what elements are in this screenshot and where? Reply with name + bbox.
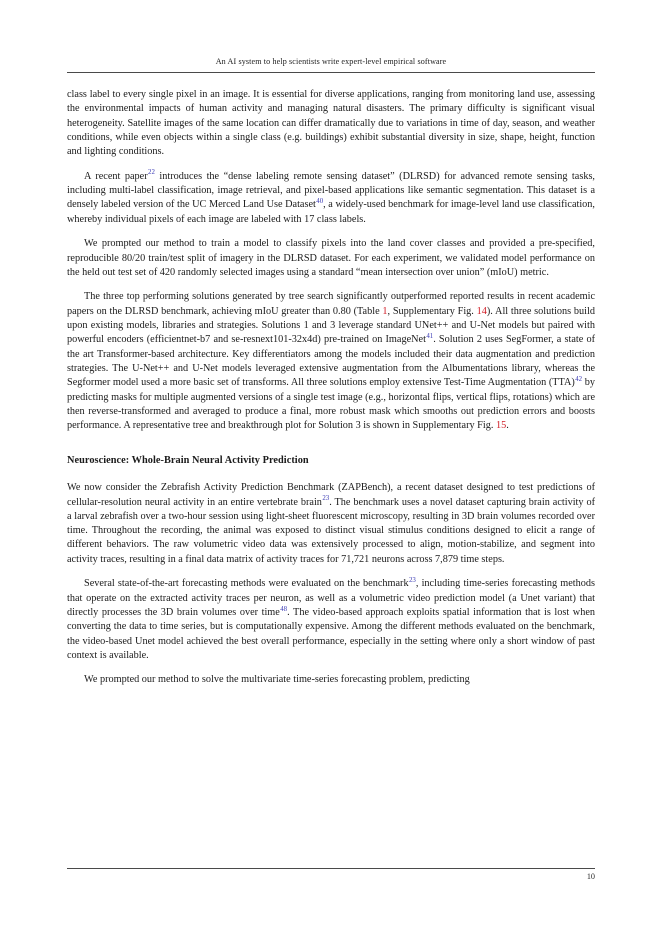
header-rule [67, 72, 595, 73]
text-segment: A recent paper [84, 170, 148, 182]
citation-ref-48[interactable]: 48 [280, 605, 288, 613]
section-heading-neuroscience: Neuroscience: Whole-Brain Neural Activity Prediction [67, 455, 309, 467]
paragraph-method-prompt: We prompted our method to train a model to classify pixels into the land cover classes and provided a pre-specified, reproducible 80/20 train/test split of imagery in the DLRSD dataset. For each experiment, we validated model performance on the held out test set of 420 randomly selected images using a standard “mean intersection over union” (mIoU) metric. [67, 238, 595, 278]
text-segment: . [506, 420, 509, 432]
text-segment: The three top performing solutions generated by tree search significantly outperformed reported results in recent academic papers on the DLRSD benchmark, achieving mIoU greater than 0.80 (Table [67, 291, 595, 317]
text-segment: We now consider the Zebrafish Activity Prediction Benchmark (ZAPBench), a recent dataset designed to test predictions of cellular-resolution neural activity in an entire vertebrate brain [67, 482, 595, 508]
paragraph-dlrsd-dataset [67, 170, 595, 227]
paragraph-results-solutions [67, 290, 595, 433]
footer-rule [67, 868, 595, 869]
text-segment: introduces the “dense labeling remote sensing dataset” (DLRSD) for advanced remote sensing tasks, including multi-label classification, image retrieval, and pixel-based applications like semantic segmentation. This dataset is a densely labeled version of the UC Merced Land Use Dataset [67, 170, 595, 211]
citation-ref-40[interactable]: 40 [316, 197, 324, 205]
text-segment: . Solution 2 uses SegFormer, a state of the art Transformer-based architecture. Key differentiators among the models included their data augmentation and prediction strategies. The U-Net++ and U-Net models leveraged extensive augmentation from the Albumentations library, whereas the Segformer model used a more basic set of transforms. All three solutions employ extensive Test-Time Augmentation (TTA) [67, 334, 596, 389]
citation-ref-42[interactable]: 42 [575, 375, 583, 383]
text-segment: Several state-of-the-art forecasting methods were evaluated on the benchmark [84, 578, 409, 590]
text-segment: . The benchmark uses a novel dataset capturing brain activity of a larval zebrafish over a two-hour session using light-sheet fluorescent microscopy, resulting in 3D brain volumes recorded over time. Throughout the recording, the animal was exposed to distinct visual stimulus conditions designed to elicit a range of different behaviors. The raw volumetric video data was extensively processed to align, motion-stabilize, and segment into activity traces, resulting in a final data matrix of activity traces for 71,721 neurons across 7,879 time steps. [67, 496, 595, 565]
figure-ref-15[interactable]: 15 [495, 420, 507, 432]
table-ref-1[interactable]: 1 [382, 305, 388, 317]
page-number: 10 [586, 872, 595, 881]
citation-ref-23b[interactable]: 23 [408, 576, 416, 584]
body-text-column [67, 88, 595, 688]
text-segment: by predicting masks for multiple augmented versions of a single test image (e.g., horizontal flips, vertical flips, rotations) which are then reverse-transformed and averaged to produce a final, more robust mask which smooths out prediction errors and boosts performance. A representative tree and breakthrough plot for Solution 3 is shown in Supplementary Fig. [67, 377, 595, 432]
citation-ref-23[interactable]: 23 [322, 495, 330, 503]
paragraph-forecasting-methods [67, 577, 595, 663]
paragraph-multivariate-forecasting: We prompted our method to solve the multivariate time-series forecasting problem, predicting [84, 674, 470, 686]
paragraph-zapbench [67, 481, 595, 567]
running-head: An AI system to help scientists write expert-level empirical software [215, 57, 447, 66]
text-segment: , including time-series forecasting methods that operate on the extracted activity traces per neuron, as well as a volumetric video prediction model (a Unet variant) that directly processes the 3D brain volumes over time [67, 578, 595, 618]
paragraph-continuation: class label to every single pixel in an image. It is essential for diverse applications, ranging from monitoring land use, assessing the environmental impacts of human activity and managing natural disasters. The primary difficulty is significant visual heterogeneity. Satellite images of the same location can differ dramatically due to variations in time of day, season, and weather conditions, while even objects within a single class (e.g. buildings) exhibit substantial diversity in size, shape, height, function and lighting conditions. [67, 89, 595, 158]
citation-ref-22[interactable]: 22 [148, 169, 155, 177]
text-segment: ). All three solutions build upon existing models, libraries and strategies. Solutions 1 and 3 leverage standard UNet++ and U-Net models but paired with powerful encoders (efficientnet-b7 and se-resnext101-32x4d) pre-trained on ImageNet [67, 305, 595, 346]
text-segment: , Supplementary Fig. [387, 305, 477, 317]
figure-ref-14[interactable]: 14 [476, 305, 487, 317]
text-segment: . The video-based approach exploits spatial information that is lost when converting the data to time series, but is computationally expensive. Among the different methods evaluated on the benchmark, the video-based Unet model achieved the best overall performance, especially in the setting where only a short window of past context is available. [67, 606, 595, 661]
text-segment: , a widely-used benchmark for image-level land use classification, whereby individual pixels of each image are labeled with 17 class labels. [67, 199, 595, 225]
citation-ref-41[interactable]: 41 [426, 332, 434, 340]
